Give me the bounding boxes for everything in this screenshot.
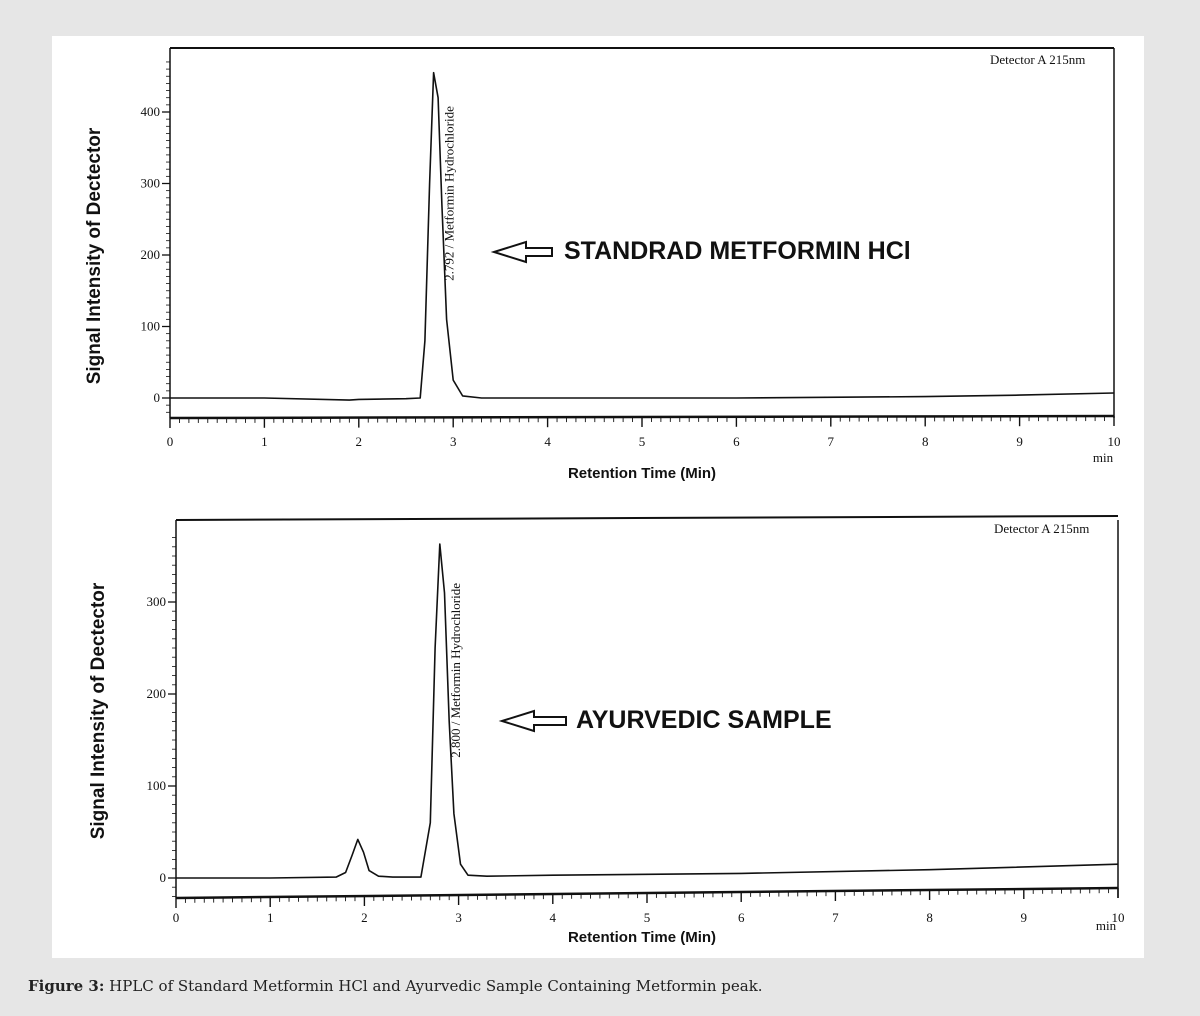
annotation-arrow — [494, 242, 552, 262]
x-tick-label: 5 — [638, 434, 646, 449]
x-axis-title: Retention Time (Min) — [567, 929, 717, 946]
y-tick-label: 400 — [140, 104, 160, 119]
caption-text: HPLC of Standard Metformin HCl and Ayurvedic Sample Containing Metformin peak. — [104, 977, 763, 995]
y-tick-label: 0 — [153, 390, 160, 405]
y-tick-label: 200 — [146, 686, 166, 701]
x-tick-label: 6 — [733, 434, 740, 449]
x-tick-label: 1 — [266, 910, 274, 925]
y-axis-title: Signal Intensity of Dectector — [84, 127, 105, 385]
x-tick-label: 9 — [1016, 434, 1023, 449]
y-tick-label: 0 — [159, 870, 166, 885]
x-tick-label: 4 — [549, 910, 557, 925]
x-tick-label: 5 — [643, 910, 651, 925]
x-unit-label: min — [1095, 918, 1117, 933]
detector-label: Detector A 215nm — [990, 52, 1086, 67]
figure-panel — [52, 36, 1144, 958]
x-tick-label: 0 — [166, 434, 174, 449]
annotation-text: AYURVEDIC SAMPLE — [576, 706, 832, 734]
detector-label: Detector A 215nm — [994, 521, 1090, 536]
peak-labels — [448, 583, 463, 758]
x-tick-label: 7 — [832, 910, 839, 925]
hplc-chromatograms — [52, 36, 1144, 958]
peak-labels — [442, 106, 457, 281]
y-tick-label: 100 — [146, 778, 166, 793]
peak-label: 2.792 / Metformin Hydrochloride — [441, 106, 457, 281]
y-axis-title: Signal Intensity of Dectector — [88, 582, 109, 840]
figure-caption — [28, 977, 763, 995]
y-tick-label: 200 — [140, 247, 160, 262]
frame-top — [176, 516, 1118, 520]
y-tick-label: 300 — [140, 175, 160, 191]
x-tick-label: 1 — [261, 434, 268, 449]
x-tick-label: 8 — [921, 434, 929, 449]
x-tick-label: 4 — [544, 434, 551, 449]
x-tick-label: 10 — [1111, 910, 1125, 925]
y-tick-label: 100 — [140, 318, 160, 334]
x-tick-label: 2 — [355, 434, 363, 449]
x-tick-label: 8 — [926, 910, 933, 925]
peak-label: 2.800 / Metformin Hydrochloride — [447, 583, 463, 758]
annotation-arrow — [502, 711, 566, 731]
x-tick-label: 0 — [172, 910, 180, 925]
x-axis-title: Retention Time (Min) — [567, 465, 717, 482]
x-tick-label: 3 — [449, 434, 457, 449]
chromatogram-standard — [84, 48, 1121, 482]
y-ticks — [147, 538, 177, 897]
plot-frame — [170, 48, 1114, 418]
x-ticks — [167, 416, 1121, 449]
x-unit-label: min — [1092, 450, 1114, 465]
annotation-text: STANDRAD METFORMIN HCl — [564, 237, 911, 265]
y-tick-label: 300 — [146, 594, 166, 609]
chromatogram-ayurvedic — [88, 516, 1125, 946]
y-ticks — [141, 62, 171, 412]
x-tick-label: 7 — [827, 434, 835, 449]
x-tick-label: 3 — [455, 910, 462, 925]
x-tick-label: 9 — [1020, 910, 1028, 925]
x-tick-label: 10 — [1107, 434, 1121, 449]
x-tick-label: 2 — [361, 910, 368, 925]
caption-label: Figure 3: — [28, 977, 105, 995]
x-tick-label: 6 — [737, 910, 745, 925]
